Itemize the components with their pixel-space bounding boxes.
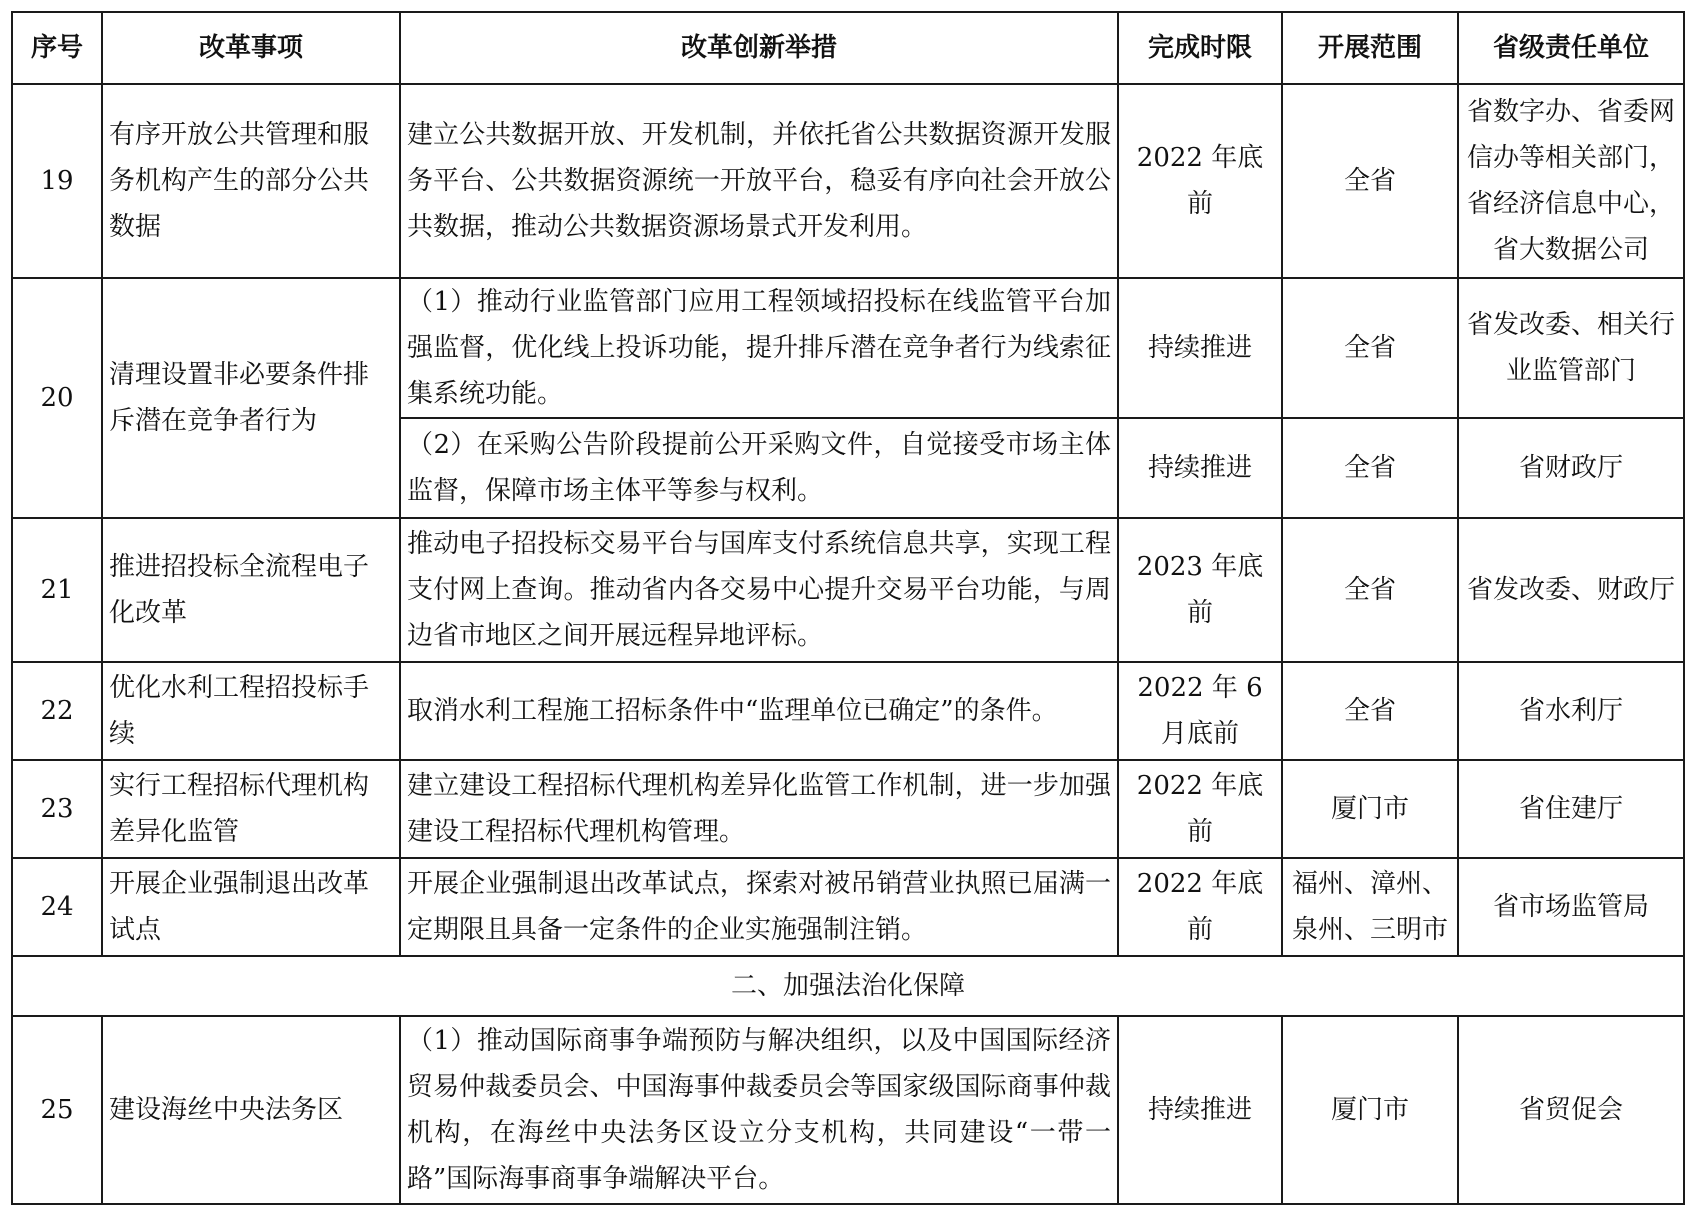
reform-item: 实行工程招标代理机构差异化监管	[102, 760, 400, 858]
row-number: 21	[12, 518, 102, 662]
responsible-unit: 省水利厅	[1458, 662, 1684, 760]
scope: 厦门市	[1282, 760, 1458, 858]
reform-item: 开展企业强制退出改革试点	[102, 858, 400, 956]
reform-item: 推进招投标全流程电子化改革	[102, 518, 400, 662]
deadline: 持续推进	[1118, 1016, 1282, 1204]
table-row	[12, 760, 1684, 858]
deadline: 持续推进	[1118, 278, 1282, 418]
responsible-unit: 省发改委、相关行业监管部门	[1458, 278, 1684, 418]
responsible-unit: 省财政厅	[1458, 418, 1684, 518]
row-number: 19	[12, 84, 102, 278]
reform-measure: 建立公共数据开放、开发机制，并依托省公共数据资源开发服务平台、公共数据资源统一开放平台，稳妥有序向社会开放公共数据，推动公共数据资源场景式开发利用。	[400, 84, 1118, 278]
deadline: 2023 年底前	[1118, 518, 1282, 662]
reform-item: 有序开放公共管理和服务机构产生的部分公共数据	[102, 84, 400, 278]
header-unit: 省级责任单位	[1458, 12, 1684, 84]
row-number: 22	[12, 662, 102, 760]
table-row	[12, 1016, 1684, 1204]
reform-measure: 取消水利工程施工招标条件中“监理单位已确定”的条件。	[400, 662, 1118, 760]
scope: 全省	[1282, 278, 1458, 418]
table-row	[12, 518, 1684, 662]
header-no: 序号	[12, 12, 102, 84]
responsible-unit: 省贸促会	[1458, 1016, 1684, 1204]
deadline: 2022 年 6 月底前	[1118, 662, 1282, 760]
reform-item: 建设海丝中央法务区	[102, 1016, 400, 1204]
section-title: 二、加强法治化保障	[12, 956, 1684, 1016]
table-row	[12, 84, 1684, 278]
reform-measure: 推动电子招投标交易平台与国库支付系统信息共享，实现工程支付网上查询。推动省内各交易中心提升交易平台功能，与周边省市地区之间开展远程异地评标。	[400, 518, 1118, 662]
scope: 厦门市	[1282, 1016, 1458, 1204]
deadline: 2022 年底前	[1118, 858, 1282, 956]
scope: 全省	[1282, 418, 1458, 518]
table-row	[12, 662, 1684, 760]
reform-item: 优化水利工程招投标手续	[102, 662, 400, 760]
row-number: 24	[12, 858, 102, 956]
reform-measure: （1）推动国际商事争端预防与解决组织，以及中国国际经济贸易仲裁委员会、中国海事仲裁委员会等国家级国际商事仲裁机构，在海丝中央法务区设立分支机构，共同建设“一带一路”国际海事商事争端解决平台。	[400, 1016, 1118, 1204]
responsible-unit: 省发改委、财政厅	[1458, 518, 1684, 662]
reform-item: 清理设置非必要条件排斥潜在竞争者行为	[102, 278, 400, 518]
header-deadline: 完成时限	[1118, 12, 1282, 84]
responsible-unit: 省数字办、省委网信办等相关部门，省经济信息中心，省大数据公司	[1458, 84, 1684, 278]
row-number: 25	[12, 1016, 102, 1204]
header-measure: 改革创新举措	[400, 12, 1118, 84]
reform-measure: 建立建设工程招标代理机构差异化监管工作机制，进一步加强建设工程招标代理机构管理。	[400, 760, 1118, 858]
row-number: 23	[12, 760, 102, 858]
reform-measure: （1）推动行业监管部门应用工程领域招投标在线监管平台加强监督，优化线上投诉功能，提升排斥潜在竞争者行为线索征集系统功能。	[400, 278, 1118, 418]
reform-measures-table	[11, 11, 1685, 1205]
table-row	[12, 858, 1684, 956]
reform-measure: 开展企业强制退出改革试点，探索对被吊销营业执照已届满一定期限且具备一定条件的企业实施强制注销。	[400, 858, 1118, 956]
scope: 全省	[1282, 518, 1458, 662]
scope: 福州、漳州、泉州、三明市	[1282, 858, 1458, 956]
scope: 全省	[1282, 84, 1458, 278]
table-header-row	[12, 12, 1684, 84]
row-number: 20	[12, 278, 102, 518]
table-row	[12, 278, 1684, 418]
scope: 全省	[1282, 662, 1458, 760]
deadline: 2022 年底前	[1118, 84, 1282, 278]
reform-measure: （2）在采购公告阶段提前公开采购文件，自觉接受市场主体监督，保障市场主体平等参与权利。	[400, 418, 1118, 518]
responsible-unit: 省市场监管局	[1458, 858, 1684, 956]
header-item: 改革事项	[102, 12, 400, 84]
deadline: 2022 年底前	[1118, 760, 1282, 858]
responsible-unit: 省住建厅	[1458, 760, 1684, 858]
deadline: 持续推进	[1118, 418, 1282, 518]
section-heading-row	[12, 956, 1684, 1016]
header-scope: 开展范围	[1282, 12, 1458, 84]
reform-table-sheet	[11, 11, 1685, 1205]
